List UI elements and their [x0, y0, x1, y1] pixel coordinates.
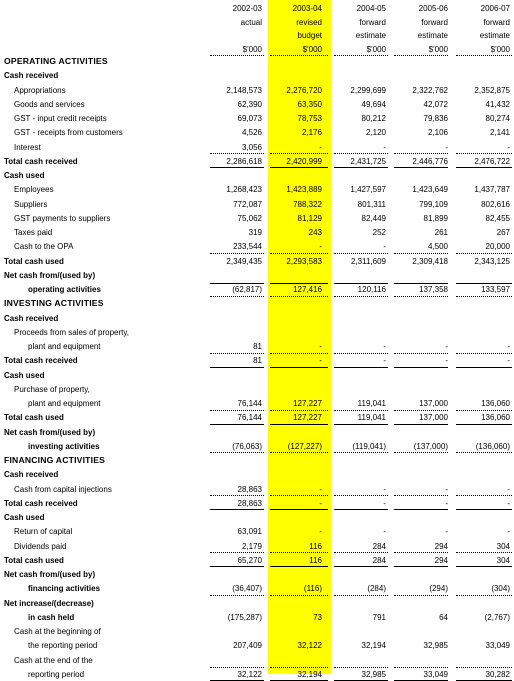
value-cell: (304)	[491, 584, 510, 594]
total-row: Total cash received	[4, 156, 78, 166]
value-cell: 73	[313, 612, 322, 622]
total-rule	[394, 283, 448, 284]
subsection-heading: Cash used	[4, 370, 45, 380]
subsection-heading: Cash received	[4, 71, 59, 81]
value-cell: 136,060	[481, 399, 510, 408]
table-row	[0, 497, 514, 511]
total-row-continuation: in cash held	[28, 612, 75, 622]
table-row	[0, 582, 514, 596]
header-unit: $'000	[490, 44, 510, 54]
total-row-continuation: investing activities	[28, 441, 100, 451]
subsection-row	[0, 69, 514, 83]
value-cell: 2,311,609	[351, 256, 386, 266]
value-cell: 304	[496, 555, 510, 565]
value-cell: 42,072	[423, 99, 448, 109]
line-item: Purchase of property,	[14, 384, 90, 394]
value-cell: (2,767)	[484, 612, 510, 622]
total-row: Net cash from/(used by)	[4, 270, 96, 280]
value-cell: 116	[309, 541, 322, 551]
value-cell: 33,049	[423, 669, 448, 679]
value-cell: 76,144	[237, 413, 262, 423]
value-cell: 32,194	[297, 669, 322, 679]
value-cell: 2,176	[301, 128, 322, 138]
value-cell: 30,282	[485, 669, 510, 679]
value-cell: -	[319, 527, 322, 537]
table-row	[0, 198, 514, 212]
value-cell: 1,268,423	[226, 185, 262, 195]
value-cell: 207,409	[233, 641, 262, 651]
value-cell: 81	[253, 356, 262, 366]
value-cell: (119,041)	[352, 441, 386, 451]
value-cell: 75,062	[237, 213, 262, 223]
line-item: Return of capital	[14, 527, 73, 537]
value-cell: 32,985	[361, 669, 386, 679]
value-cell: -	[319, 242, 322, 252]
value-cell: -	[383, 142, 386, 152]
header-type: forward	[359, 17, 386, 27]
value-cell: 1,423,649	[412, 185, 448, 195]
total-rule	[210, 283, 264, 284]
table-row	[0, 525, 514, 539]
value-cell: 2,352,875	[474, 85, 510, 95]
line-item-continuation: plant and equipment	[28, 342, 101, 351]
section-heading: INVESTING ACTIVITIES	[4, 298, 104, 309]
value-cell: 2,276,720	[286, 85, 322, 95]
line-item: Cash at the end of the	[14, 655, 93, 665]
total-row: Net increase/(decrease)	[4, 598, 94, 608]
value-cell: 267	[496, 228, 510, 237]
value-cell: 133,597	[481, 285, 510, 294]
table-row	[0, 411, 514, 425]
header-year: 2003-04	[292, 4, 322, 13]
value-cell: -	[507, 142, 510, 152]
value-cell: 41,432	[485, 99, 510, 109]
value-cell: 137,000	[419, 399, 448, 408]
value-cell: 81,899	[423, 213, 448, 223]
value-cell: -	[319, 498, 322, 508]
value-cell: 791	[372, 612, 386, 622]
subtotal-rule	[456, 667, 512, 668]
line-item: Cash to the OPA	[14, 242, 74, 252]
table-row	[0, 540, 514, 554]
section-row	[0, 55, 514, 69]
line-item: Dividends paid	[14, 541, 67, 551]
table-row	[0, 155, 514, 169]
header-type: forward	[421, 17, 448, 27]
value-cell: 319	[248, 228, 262, 237]
value-cell: -	[383, 242, 386, 252]
value-cell: 32,194	[361, 641, 386, 651]
total-rule	[456, 283, 512, 284]
value-cell: (284)	[367, 584, 386, 594]
value-cell: (62,817)	[232, 285, 262, 294]
header-subtype-row	[0, 29, 514, 43]
table-row	[0, 597, 514, 611]
total-rule	[334, 283, 388, 284]
table-row	[0, 483, 514, 497]
value-cell: 772,087	[233, 199, 262, 209]
value-cell: 2,106	[427, 128, 448, 138]
value-cell: -	[319, 484, 322, 494]
header-subtype: estimate	[479, 31, 510, 40]
value-cell: 49,694	[361, 99, 386, 109]
header-year: 2004-05	[356, 4, 386, 13]
value-cell: 2,431,725	[350, 156, 386, 166]
header-subtype: estimate	[355, 31, 386, 40]
table-row	[0, 226, 514, 240]
value-cell: 2,293,583	[286, 256, 322, 266]
value-cell: 2,476,722	[474, 156, 510, 166]
value-cell: 81	[253, 342, 262, 351]
value-cell: -	[445, 498, 448, 508]
table-row	[0, 568, 514, 582]
total-rule	[270, 283, 328, 284]
value-cell: -	[383, 527, 386, 537]
subsection-heading: Cash received	[4, 313, 59, 323]
table-row	[0, 141, 514, 155]
table-row	[0, 112, 514, 126]
value-cell: 65,270	[237, 555, 262, 565]
subsection-row	[0, 511, 514, 525]
line-item: GST payments to suppliers	[14, 213, 111, 223]
value-cell: 2,148,573	[226, 85, 262, 95]
value-cell: 80,274	[485, 114, 510, 123]
subtotal-rule	[270, 667, 328, 668]
table-row	[0, 98, 514, 112]
value-cell: 127,416	[293, 285, 322, 294]
line-item: Cash from capital injections	[14, 484, 112, 494]
subsection-heading: Cash used	[4, 513, 45, 522]
value-cell: 1,427,597	[350, 185, 386, 195]
value-cell: -	[383, 484, 386, 494]
table-row	[0, 126, 514, 140]
value-cell: 81,129	[297, 213, 322, 223]
value-cell: 76,144	[237, 399, 262, 408]
table-row	[0, 283, 514, 297]
value-cell: 137,000	[419, 413, 448, 423]
total-row: Total cash used	[4, 256, 64, 266]
subtotal-rule	[210, 667, 264, 668]
value-cell: -	[507, 484, 510, 494]
value-cell: (116)	[303, 584, 322, 594]
value-cell: -	[383, 356, 386, 366]
value-cell: (175,287)	[227, 612, 262, 622]
table-row	[0, 326, 514, 340]
value-cell: 802,616	[481, 199, 510, 209]
value-cell: 136,060	[481, 413, 510, 423]
line-item-continuation: the reporting period	[28, 641, 98, 651]
total-row: Total cash received	[4, 498, 78, 508]
value-cell: -	[445, 527, 448, 537]
value-cell: 82,449	[361, 213, 386, 223]
line-item: Suppliers	[14, 199, 48, 209]
value-cell: 63,350	[297, 99, 322, 109]
value-cell: 1,423,889	[286, 185, 322, 195]
section-heading: FINANCING ACTIVITIES	[4, 455, 106, 465]
value-cell: 69,073	[237, 114, 262, 123]
value-cell: -	[507, 342, 510, 351]
line-item: Goods and services	[14, 99, 85, 109]
total-row: Total cash received	[4, 356, 78, 366]
header-type-row	[0, 16, 514, 30]
table-row	[0, 255, 514, 269]
value-cell: 78,753	[297, 114, 322, 123]
header-year: 2002-03	[232, 4, 262, 13]
value-cell: (136,060)	[475, 441, 510, 451]
header-type: revised	[296, 17, 322, 27]
value-cell: -	[445, 342, 448, 351]
header-unit: $'000	[302, 44, 322, 54]
value-cell: (36,407)	[232, 584, 262, 594]
value-cell: 2,141	[489, 128, 510, 138]
value-cell: 788,322	[293, 199, 322, 209]
table-row	[0, 426, 514, 440]
subtotal-rule	[334, 667, 388, 668]
line-item-continuation: reporting period	[28, 669, 85, 679]
line-item: GST - receipts from customers	[14, 128, 123, 138]
value-cell: -	[319, 342, 322, 351]
value-cell: 127,227	[293, 413, 322, 423]
value-cell: 116	[309, 555, 322, 565]
value-cell: 2,299,699	[350, 85, 386, 95]
value-cell: 2,446,776	[412, 156, 448, 166]
value-cell: 4,526	[241, 128, 262, 138]
header-unit: $'000	[242, 44, 262, 54]
value-cell: 32,122	[297, 641, 322, 651]
total-row: Net cash from/(used by)	[4, 570, 96, 579]
table-row	[0, 269, 514, 283]
value-cell: 294	[434, 555, 448, 565]
value-cell: 252	[372, 228, 386, 237]
value-cell: 20,000	[485, 242, 510, 252]
value-cell: 28,863	[237, 498, 262, 508]
subtotal-rule	[394, 667, 448, 668]
line-item: Appropriations	[14, 85, 66, 95]
value-cell: -	[319, 356, 322, 366]
value-cell: 2,286,618	[226, 156, 262, 166]
line-item: GST - input credit receipts	[14, 114, 107, 123]
table-row	[0, 611, 514, 625]
value-cell: 4,500	[427, 242, 448, 252]
value-cell: 284	[372, 541, 386, 551]
value-cell: 79,836	[423, 114, 448, 123]
value-cell: 2,120	[365, 128, 386, 138]
value-cell: 62,390	[237, 99, 262, 109]
line-item: Interest	[14, 142, 41, 152]
line-item: Employees	[14, 185, 54, 195]
value-cell: -	[319, 142, 322, 152]
table-row	[0, 212, 514, 226]
value-cell: -	[507, 356, 510, 366]
table-row	[0, 183, 514, 197]
value-cell: 82,455	[485, 213, 510, 223]
table-row	[0, 440, 514, 454]
table-row-continuation	[0, 668, 514, 681]
value-cell: 2,322,762	[412, 85, 448, 95]
line-item-continuation: plant and equipment	[28, 399, 101, 408]
value-cell: 63,091	[237, 527, 262, 537]
header-subtype: estimate	[417, 31, 448, 40]
total-row: Net cash from/(used by)	[4, 427, 96, 437]
total-row-continuation: financing activities	[28, 584, 101, 594]
value-cell: 137,358	[419, 285, 448, 294]
header-type: actual	[240, 17, 262, 27]
value-cell: 1,437,787	[474, 185, 510, 195]
value-cell: 127,227	[293, 399, 322, 408]
value-cell: 233,544	[233, 242, 262, 252]
value-cell: -	[445, 484, 448, 494]
value-cell: -	[445, 356, 448, 366]
value-cell: 2,343,125	[474, 256, 510, 266]
table-row-continuation	[0, 639, 514, 653]
subsection-row	[0, 312, 514, 326]
subsection-heading: Cash used	[4, 171, 45, 180]
section-row	[0, 297, 514, 311]
value-cell: (76,063)	[232, 441, 262, 451]
value-cell: 64	[439, 612, 448, 622]
value-cell: 284	[372, 555, 386, 565]
value-cell: 304	[496, 541, 510, 551]
table-row	[0, 84, 514, 98]
header-year-row	[0, 2, 514, 16]
value-cell: 80,212	[361, 114, 386, 123]
header-unit: $'000	[366, 44, 386, 54]
value-cell: -	[383, 498, 386, 508]
value-cell: 2,349,435	[226, 256, 262, 266]
header-year: 2005-06	[418, 4, 448, 13]
value-cell: 2,420,999	[286, 156, 322, 166]
value-cell: -	[507, 498, 510, 508]
subsection-row	[0, 169, 514, 183]
table-row	[0, 240, 514, 254]
value-cell: -	[507, 527, 510, 537]
section-row	[0, 454, 514, 468]
table-row	[0, 654, 514, 668]
header-unit: $'000	[428, 44, 448, 54]
value-cell: -	[383, 342, 386, 351]
total-row: Total cash used	[4, 413, 64, 423]
line-item: Cash at the beginning of	[14, 627, 101, 636]
line-item: Proceeds from sales of property,	[14, 327, 130, 337]
header-year: 2006-07	[480, 4, 510, 13]
total-row-continuation: operating activities	[28, 285, 101, 294]
table-row-continuation	[0, 340, 514, 354]
value-cell: 119,041	[357, 413, 386, 423]
header-subtype: budget	[297, 31, 322, 40]
value-cell: -	[445, 142, 448, 152]
value-cell: 32,985	[423, 641, 448, 651]
table-row	[0, 354, 514, 368]
value-cell: 119,041	[357, 399, 386, 408]
value-cell: 2,309,418	[412, 256, 448, 266]
value-cell: 32,122	[237, 669, 262, 679]
value-cell: 799,109	[419, 199, 448, 209]
value-cell: 3,056	[241, 142, 262, 152]
value-cell: 294	[434, 541, 448, 551]
value-cell: 261	[434, 228, 448, 237]
subsection-row	[0, 369, 514, 383]
subsection-row	[0, 468, 514, 482]
value-cell: 243	[308, 228, 322, 237]
value-cell: 2,179	[241, 541, 262, 551]
header-type: forward	[483, 17, 510, 27]
line-item: Taxes paid	[14, 228, 53, 237]
table-row-continuation	[0, 397, 514, 411]
value-cell: 28,863	[237, 484, 262, 494]
value-cell: (137,000)	[413, 441, 448, 451]
table-row	[0, 554, 514, 568]
value-cell: 120,116	[357, 285, 386, 294]
total-row: Total cash used	[4, 555, 64, 565]
value-cell: (294)	[429, 584, 448, 594]
value-cell: (127,227)	[287, 441, 322, 451]
value-cell: 33,049	[485, 641, 510, 651]
section-heading: OPERATING ACTIVITIES	[4, 56, 108, 66]
value-cell: 801,311	[357, 199, 386, 209]
table-row	[0, 383, 514, 397]
subsection-heading: Cash received	[4, 470, 59, 480]
table-row	[0, 625, 514, 639]
